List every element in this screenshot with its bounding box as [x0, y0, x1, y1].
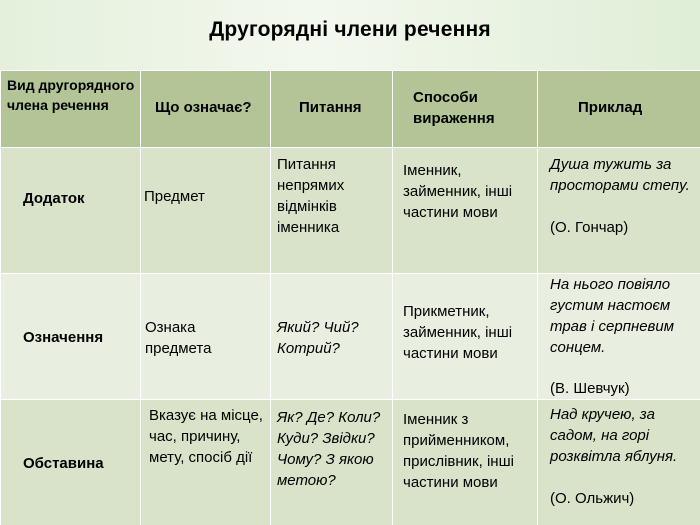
header-kind: Вид другорядного члена речення: [1, 71, 141, 148]
example-cell: Над кручею, за садом, на горі розквітла яблуня. (О. Ольжич): [538, 400, 700, 525]
example-cell: На нього повіяло густим настоєм трав і серпневим сонцем. (В. Шевчук): [538, 274, 700, 400]
kind-cell: Обставина: [1, 400, 141, 525]
meaning-cell: Вказує на місце, час, причину, мету, спосіб дії: [141, 400, 271, 525]
table-row: [1, 400, 700, 525]
meaning-cell: Предмет: [141, 148, 271, 274]
table-row: [1, 274, 700, 400]
expression-cell: Іменник з прийменником, прислівник, інші частини мови: [393, 400, 538, 525]
example-cell: Душа тужить за просторами степу. (О. Гончар): [538, 148, 700, 274]
header-question: Питання: [271, 71, 393, 148]
kind-cell: Означення: [1, 274, 141, 400]
slide-title: Другорядні члени речення: [209, 18, 491, 41]
table-row: [1, 148, 700, 274]
question-cell: Який? Чий? Котрий?: [271, 274, 393, 400]
question-cell: Як? Де? Коли? Куди? Звідки? Чому? З якою метою?: [271, 400, 393, 525]
kind-cell: Додаток: [1, 148, 141, 274]
header-example: Приклад: [538, 71, 700, 148]
question-cell: Питання непрямих відмінків іменника: [271, 148, 393, 274]
expression-cell: Іменник, займенник, інші частини мови: [393, 148, 538, 274]
header-meaning: Що означає?: [141, 71, 271, 148]
meaning-cell: Ознака предмета: [141, 274, 271, 400]
header-row: [1, 71, 700, 148]
expression-cell: Прикметник, займенник, інші частини мови: [393, 274, 538, 400]
members-table: [0, 70, 700, 525]
title-band: [0, 0, 700, 70]
header-expression: Способи вираження: [393, 71, 538, 148]
